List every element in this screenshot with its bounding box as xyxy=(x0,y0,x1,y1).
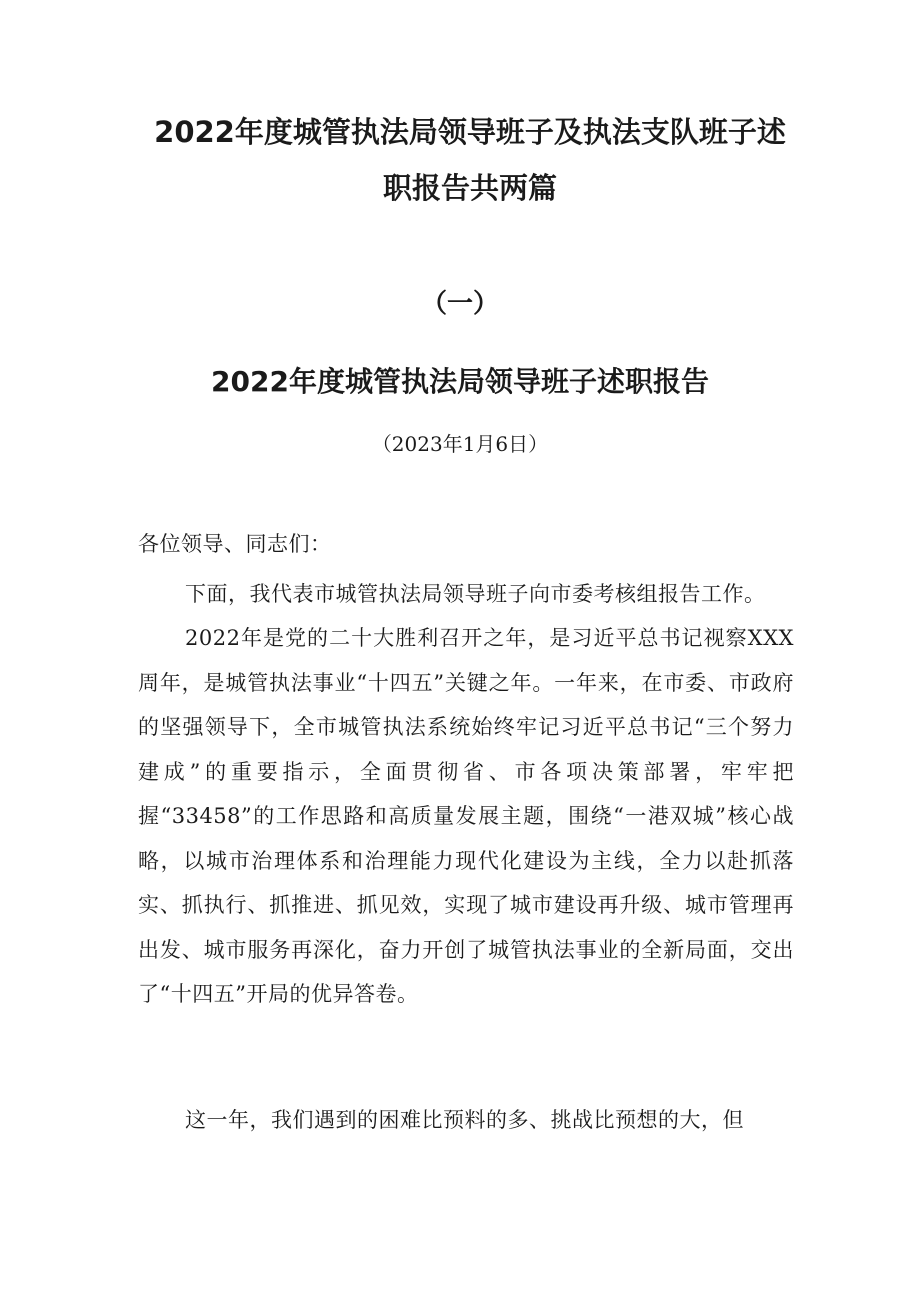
report-title: 2022年度城管执法局领导班子述职报告 xyxy=(211,365,709,398)
salutation: 各位领导、同志们： xyxy=(138,532,332,556)
main-title xyxy=(140,104,800,216)
section-number: （一） xyxy=(420,289,499,319)
paragraph-challenges: 这一年，我们遇到的困难比预料的多、挑战比预想的大，但 xyxy=(185,1108,744,1132)
main-title-line-1: 2022年度城管执法局领导班子及执法支队班子述 xyxy=(154,115,786,149)
paragraph-overview: 2022年是党的二十大胜利召开之年，是习近平总书记视察XXX周年，是城管执法事业“十四五”关键之年。一年来，在市委、市政府的坚强领导下，全市城管执法系统始终牢记习近平总书记“三个努力建成”的重要指示，全面贯彻省、市各项决策部署，牢牢把握“33458”的工作思路和高质量发展主题，围绕“一港双城”核心战略，以城市治理体系和治理能力现代化建设为主线，全力以赴抓落实、抓执行、抓推进、抓见效，实现了城市建设再升级、城市管理再出发、城市服务再深化，奋力开创了城管执法事业的全新局面，交出了“十四五”开局的优异答卷。 xyxy=(138,626,794,1006)
report-date: （2023年1月6日） xyxy=(371,432,549,456)
paragraph-intro: 下面，我代表市城管执法局领导班子向市委考核组报告工作。 xyxy=(185,582,766,606)
main-title-line-2: 职报告共两篇 xyxy=(382,171,557,205)
